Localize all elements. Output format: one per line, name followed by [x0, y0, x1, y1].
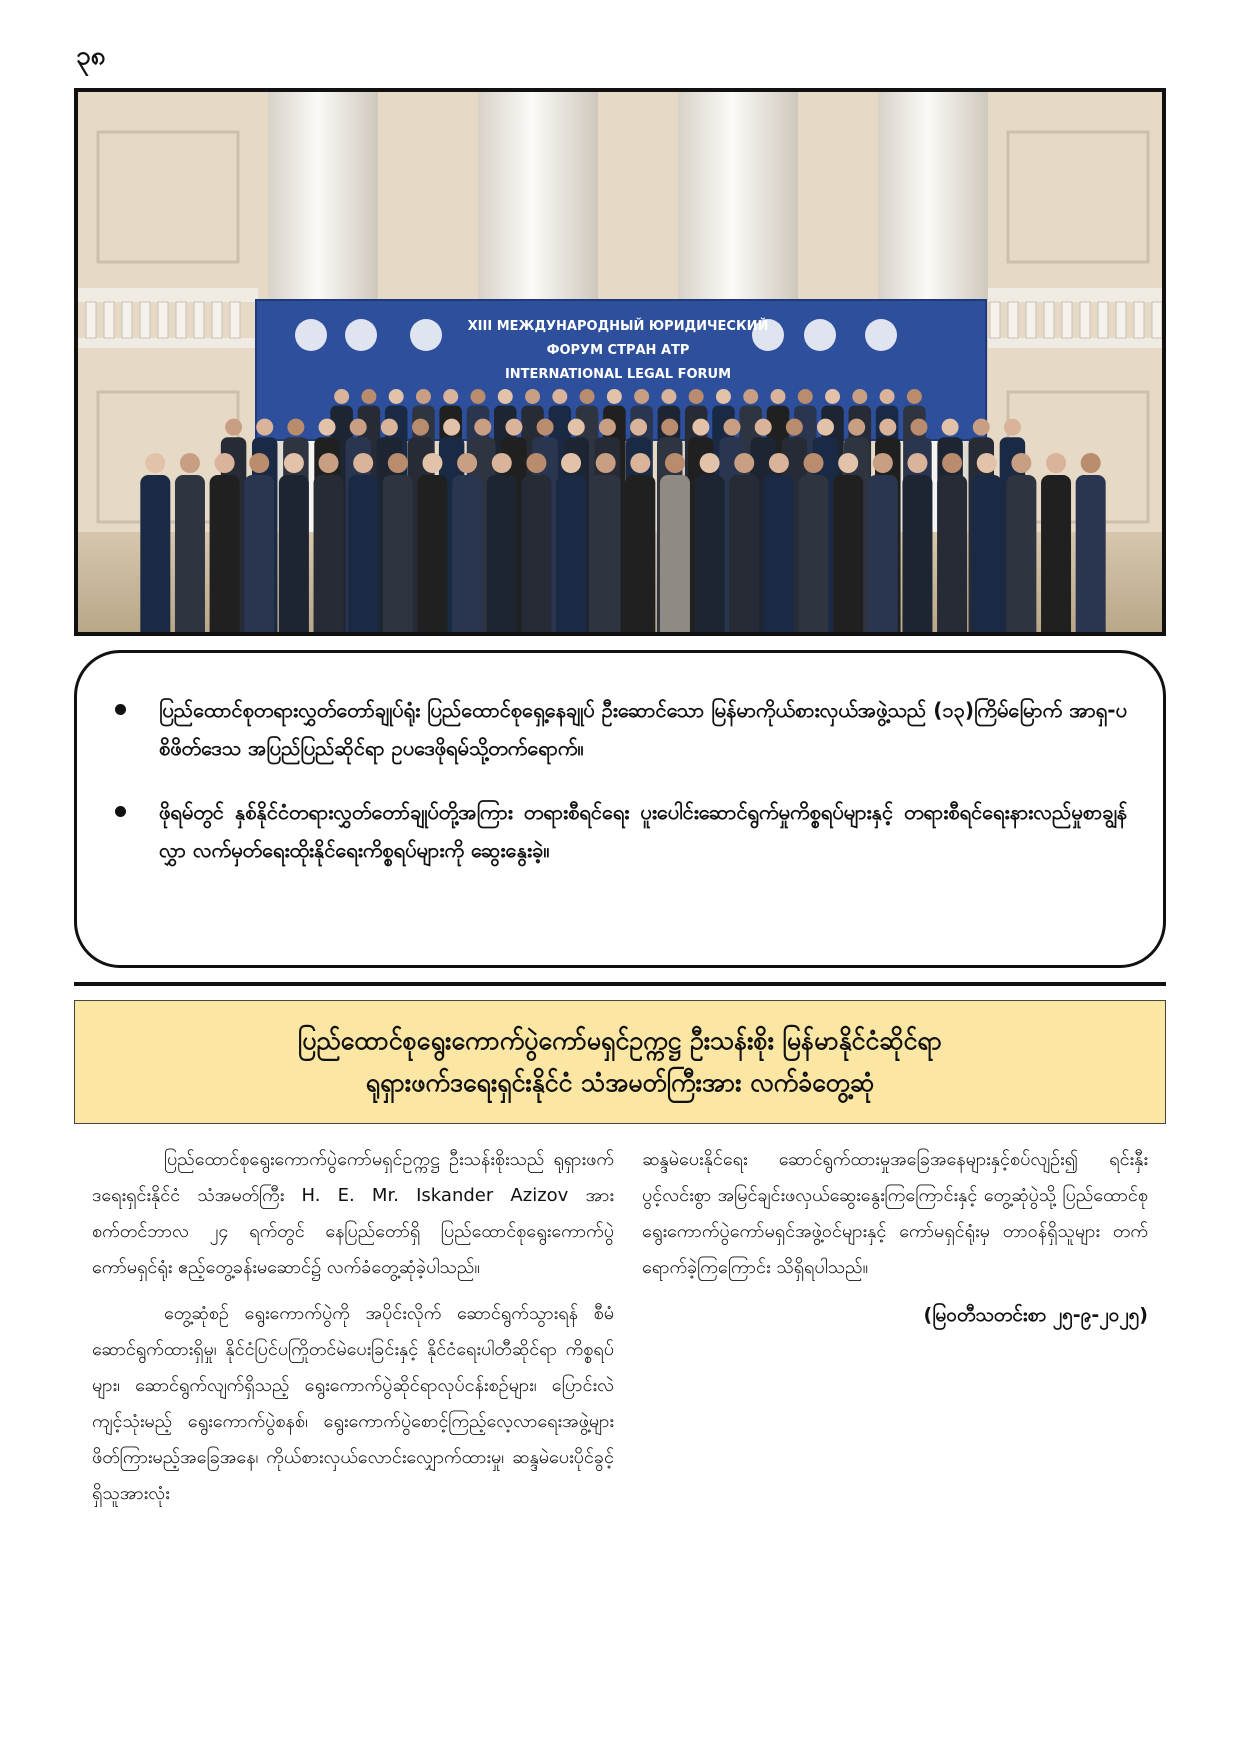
- delegate-head: [880, 389, 895, 404]
- delegate-head: [145, 453, 165, 473]
- delegate-head: [724, 419, 741, 436]
- delegate-head: [361, 389, 376, 404]
- delegate-head: [389, 389, 404, 404]
- delegate-body: [833, 475, 863, 632]
- banner-title-line3: INTERNATIONAL LEGAL FORUM: [504, 367, 732, 382]
- banner-title-line1: XIII МЕЖДУНАРОДНЫЙ ЮРИДИЧЕСКИЙ: [467, 319, 769, 334]
- headline-line2: ရုရှားဖက်ဒရေးရှင်းနိုင်ငံ သံအမတ်ကြီးအား လက်ခံတွေ့ဆုံ: [365, 1068, 875, 1097]
- delegate-head: [416, 389, 431, 404]
- delegate-body: [1076, 475, 1106, 632]
- headline-line1: ပြည်ထောင်စုရွေးကောက်ပွဲကော်မရှင်ဥက္ကဋ္ဌ ဦးသန်းစိုး မြန်မာနိုင်ငံဆိုင်ရာ: [298, 1025, 942, 1055]
- delegate-head: [873, 453, 893, 473]
- delegate-body: [799, 475, 829, 632]
- delegate-head: [353, 453, 373, 473]
- delegate-head: [492, 453, 512, 473]
- delegate-body: [210, 475, 240, 632]
- delegate-body: [1006, 475, 1036, 632]
- delegate-head: [838, 453, 858, 473]
- delegate-head: [388, 453, 408, 473]
- delegate-head: [825, 389, 840, 404]
- section-divider: [74, 982, 1166, 986]
- delegate-head: [505, 419, 522, 436]
- delegate-head: [422, 453, 442, 473]
- delegate-head: [848, 419, 865, 436]
- article-paragraph-2: တွေ့ဆုံစဉ် ရွေးကောက်ပွဲကို အပိုင်းလိုက် ဆောင်ရွက်သွားရန် စီမံဆောင်ရွက်ထားရှိမှု၊ နိုင်ငံပြင်ပကြိုတင်မဲပေးခြင်းနှင့် နိုင်ငံရေးပါတီဆိုင်ရာ ကိစ္စရပ်များ၊ ဆောင်ရွက်လျက်ရှိသည့် ရွေးကောက်ပွဲဆိုင်ရာလုပ်ငန်းစဉ်များ၊ ပြောင်းလဲကျင့်သုံးမည့် ရွေးကောက်ပွဲစနစ်၊ ရွေးကောက်ပွဲစောင့်ကြည့်လေ့လာရေးအဖွဲ့များ ဖိတ်ကြားမည့်အခြေအနေ၊ ကိုယ်စားလှယ်လောင်းလျှောက်ထားမှု၊ ဆန္ဒမဲပေးပိုင်ခွင့်ရှိသူအားလုံး: [92, 1303, 614, 1504]
- page-number: ၃၈: [76, 41, 106, 71]
- summary-box: [74, 650, 1166, 968]
- delegate-head: [661, 389, 676, 404]
- delegate-body: [1041, 475, 1071, 632]
- delegate-body: [279, 475, 309, 632]
- delegate-body: [452, 475, 482, 632]
- delegate-head: [412, 419, 429, 436]
- article-paragraph-1: ပြည်ထောင်စုရွေးကောက်ပွဲကော်မရှင်ဥက္ကဋ္ဌ ဦးသန်းစိုးသည် ရုရှားဖက်ဒရေးရှင်းနိုင်ငံ သံအမတ်ကြီး H. E. Mr. Iskander Azizov အား စက်တင်ဘာလ ၂၄ ရက်တွင် နေပြည်တော်ရှိ ပြည်ထောင်စုရွေးကောက်ပွဲကော်မရှင်ရုံး ဧည့်တွေ့ခန်းမဆောင်၌ လက်ခံတွေ့ဆုံခဲ့ပါသည်။: [92, 1149, 614, 1278]
- article-column-right: [642, 1142, 1148, 1334]
- delegate-head: [977, 453, 997, 473]
- summary-bullet-1: [107, 691, 1127, 767]
- delegate-body: [383, 475, 413, 632]
- delegate-head: [249, 453, 269, 473]
- delegate-head: [942, 453, 962, 473]
- delegate-head: [973, 419, 990, 436]
- delegate-body: [868, 475, 898, 632]
- delegate-body: [591, 475, 621, 632]
- delegate-body: [937, 475, 967, 632]
- delegate-head: [1004, 419, 1021, 436]
- bullet-dot-icon: [115, 806, 126, 817]
- delegate-body: [140, 475, 170, 632]
- delegate-body: [521, 475, 551, 632]
- group-photo-image: [78, 92, 1162, 632]
- delegate-head: [284, 453, 304, 473]
- delegate-head: [907, 389, 922, 404]
- delegate-head: [942, 419, 959, 436]
- delegate-body: [972, 475, 1002, 632]
- delegate-head: [661, 419, 678, 436]
- delegate-head: [630, 419, 647, 436]
- summary-bullet-2: [107, 793, 1127, 869]
- delegate-head: [786, 419, 803, 436]
- delegate-head: [771, 389, 786, 404]
- delegate-head: [804, 453, 824, 473]
- group-photo: [74, 88, 1166, 636]
- delegate-head: [498, 389, 513, 404]
- delegate-body: [764, 475, 794, 632]
- delegate-head: [443, 389, 458, 404]
- delegate-head: [769, 453, 789, 473]
- delegate-head: [180, 453, 200, 473]
- delegate-head: [225, 419, 242, 436]
- delegate-head: [319, 453, 339, 473]
- article-column-left: [92, 1142, 614, 1522]
- delegate-head: [474, 419, 491, 436]
- delegate-head: [537, 419, 554, 436]
- summary-bullet-text: ဖိုရမ်တွင် နှစ်နိုင်ငံတရားလွှတ်တော်ချုပ်တို့အကြား တရားစီရင်ရေး ပူးပေါင်းဆောင်ရွက်မှုကိစ္စရပ်များနှင့် တရားစီရင်ရေးနားလည်မှုစာချွန်လွှာ လက်မှတ်ရေးထိုးနိုင်ရေးကိစ္စရပ်များကို ဆွေးနွေးခဲ့။: [159, 800, 1127, 862]
- delegate-head: [525, 389, 540, 404]
- delegate-head: [817, 419, 834, 436]
- delegate-head: [910, 419, 927, 436]
- delegate-head: [599, 419, 616, 436]
- delegate-body: [729, 475, 759, 632]
- delegate-body: [695, 475, 725, 632]
- delegate-head: [755, 419, 772, 436]
- delegate-head: [630, 453, 650, 473]
- delegate-head: [689, 389, 704, 404]
- delegate-body: [660, 475, 690, 632]
- delegate-head: [1046, 453, 1066, 473]
- delegate-head: [607, 389, 622, 404]
- delegate-body: [625, 475, 655, 632]
- article-paragraph-3: ဆန္ဒမဲပေးနိုင်ရေး ဆောင်ရွက်ထားမှုအခြေအနေများနှင့်စပ်လျဉ်း၍ ရင်းနှီးပွင့်လင်းစွာ အမြင်ချင်းဖလှယ်ဆွေးနွေးကြကြောင်းနှင့် တွေ့ဆုံပွဲသို့ ပြည်ထောင်စုရွေးကောက်ပွဲကော်မရှင်အဖွဲ့ဝင်များနှင့် ကော်မရှင်ရုံးမှ တာဝန်ရှိသူများ တက်ရောက်ခဲ့ကြကြောင်း သိရှိရပါသည်။: [642, 1149, 1148, 1278]
- delegate-head: [879, 419, 896, 436]
- delegate-head: [350, 419, 367, 436]
- delegate-head: [743, 389, 758, 404]
- delegate-head: [700, 453, 720, 473]
- summary-bullet-text: ပြည်ထောင်စုတရားလွှတ်တော်ချုပ်ရုံး ပြည်ထောင်စုရှေ့နေချုပ် ဦးဆောင်သော မြန်မာကိုယ်စားလှယ်အဖွဲ့သည် (၁၃)ကြိမ်မြောက် အာရှ-ပစိဖိတ်ဒေသ အပြည်ပြည်ဆိုင်ရာ ဥပဒေဖိုရမ်သို့တက်ရောက်။: [159, 698, 1127, 760]
- delegate-head: [334, 389, 349, 404]
- delegate-head: [526, 453, 546, 473]
- delegate-head: [256, 419, 273, 436]
- article-source: (မြဝတီသတင်းစာ ၂၅-၉-၂၀၂၅): [923, 1304, 1148, 1326]
- delegate-head: [568, 419, 585, 436]
- delegate-body: [175, 475, 205, 632]
- delegate-body: [314, 475, 344, 632]
- delegate-head: [319, 419, 336, 436]
- delegate-head: [665, 453, 685, 473]
- banner-title-line2: ФОРУМ СТРАН АТР: [546, 343, 690, 358]
- delegate-head: [596, 453, 616, 473]
- delegate-body: [244, 475, 274, 632]
- delegate-head: [798, 389, 813, 404]
- delegate-body: [348, 475, 378, 632]
- delegate-head: [852, 389, 867, 404]
- delegate-head: [1011, 453, 1031, 473]
- delegate-head: [634, 389, 649, 404]
- delegate-head: [692, 419, 709, 436]
- delegate-head: [716, 389, 731, 404]
- delegate-head: [561, 453, 581, 473]
- delegate-head: [215, 453, 235, 473]
- delegate-head: [734, 453, 754, 473]
- delegate-head: [287, 419, 304, 436]
- delegate-head: [457, 453, 477, 473]
- delegate-head: [552, 389, 567, 404]
- delegate-head: [381, 419, 398, 436]
- delegate-body: [902, 475, 932, 632]
- bullet-dot-icon: [115, 704, 126, 715]
- delegate-body: [487, 475, 517, 632]
- delegate-head: [443, 419, 460, 436]
- delegate-head: [907, 453, 927, 473]
- delegate-body: [556, 475, 586, 632]
- delegate-head: [471, 389, 486, 404]
- delegate-body: [417, 475, 447, 632]
- article-headline: [74, 1000, 1166, 1124]
- delegate-head: [1081, 453, 1101, 473]
- delegate-head: [580, 389, 595, 404]
